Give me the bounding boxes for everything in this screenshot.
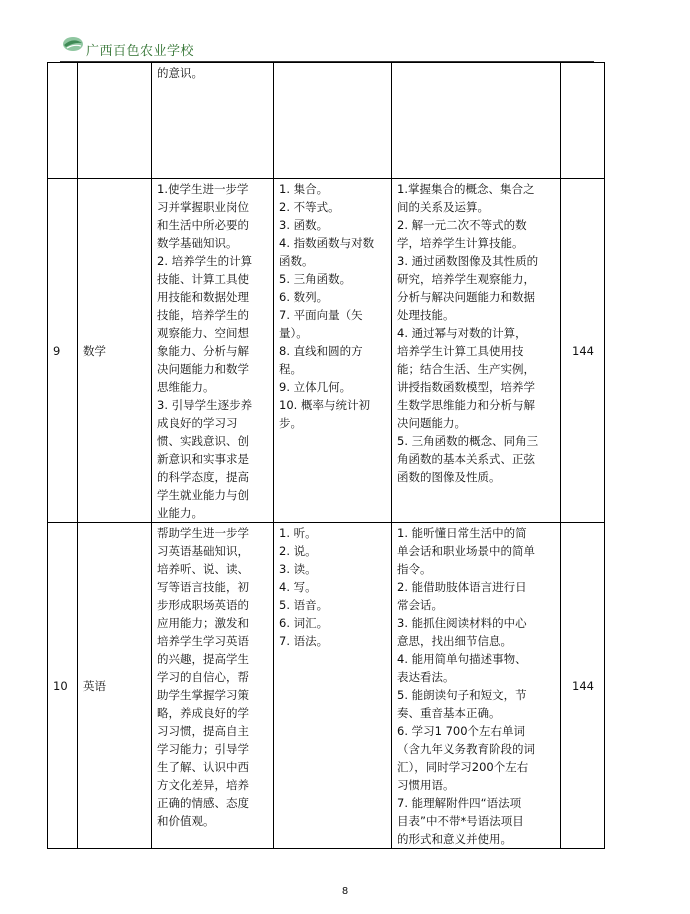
table-row [48,179,605,523]
cell-text-line: （含九年义务教育阶段的词 [397,742,535,756]
course-hours-cell [561,63,605,179]
cell-text-line: 奏、重音基本正确。 [397,706,501,720]
cell-text-line: 研究，培养学生观察能力， [397,272,535,286]
cell-text-line: 角函数的基本关系式、正弦 [397,452,535,466]
cell-text-line: 学生就业能力与创 [157,488,249,502]
cell-text-line: 技能、计算工具使 [157,272,249,286]
course-goals-cell [152,179,274,523]
school-logo-icon [62,34,84,52]
course-table [47,62,605,849]
table-row [48,523,605,849]
cell-text-line: 3. 引导学生逐步养 [157,398,253,412]
cell-text-line: 1. 能听懂日常生活中的简 [397,526,527,540]
cell-text-line: 能；结合生活、生产实例， [397,362,535,376]
cell-text-line: 生了解、认识中西 [157,760,249,774]
cell-text-line: 6. 数列。 [279,290,329,304]
cell-text-line: 新意识和实事求是 [157,452,249,466]
cell-text-line: 习并掌握职业岗位 [157,200,249,214]
cell-text-line: 5. 三角函数。 [279,272,352,286]
cell-text-line: 略，养成良好的学 [157,706,249,720]
cell-text-line: 帮助学生进一步学 [157,526,249,540]
cell-text-line: 6. 词汇。 [279,616,329,630]
cell-text-line: 决问题能力。 [397,416,466,430]
cell-text-line: 3. 读。 [279,562,317,576]
cell-text-line: 决问题能力和数学 [157,362,249,376]
cell-text-line: 2. 解一元二次不等式的数 [397,218,527,232]
cell-text-line: 函数的图像及性质。 [397,470,501,484]
cell-text-line: 和价值观。 [157,814,215,828]
cell-text-line: 习习惯，提高自主 [157,724,249,738]
cell-text-line: 常会话。 [397,598,443,612]
cell-text-line: 培养学生计算工具使用技 [397,344,524,358]
cell-text-line: 和生活中所必要的 [157,218,249,232]
course-content-cell [274,179,392,523]
cell-text-line: 应用能力；激发和 [157,616,249,630]
course-number-cell: 10 [48,523,78,849]
cell-text-line: 1. 集合。 [279,182,329,196]
cell-text-line: 讲授指数函数模型，培养学 [397,380,535,394]
course-number-cell: 9 [48,179,78,523]
cell-text-line: 习惯用语。 [397,778,455,792]
school-name: 广西百色农业学校 [86,44,195,59]
cell-text-line: 的意识。 [157,66,203,80]
course-name-cell: 英语 [78,523,152,849]
cell-text-line: 培养听、说、读、 [157,562,249,576]
course-requirements-cell [392,63,561,179]
cell-text-line: 4. 指数函数与对数 [279,236,375,250]
cell-text-line: 6. 学习1 700个左右单词 [397,724,526,738]
course-hours-cell: 144 [561,523,605,849]
cell-text-line: 4. 通过幂与对数的计算， [397,326,527,340]
cell-text-line: 5. 语音。 [279,598,329,612]
cell-text-line: 学，培养学生计算技能。 [397,236,524,250]
cell-text-line: 10. 概率与统计初 [279,398,370,412]
cell-text-line: 8. 直线和圆的方 [279,344,363,358]
cell-text-line: 间的关系及运算。 [397,200,489,214]
cell-text-line: 数学基础知识。 [157,236,238,250]
cell-text-line: 惯、实践意识、创 [157,434,249,448]
cell-text-line: 的兴趣，提高学生 [157,652,249,666]
cell-text-line: 9. 立体几何。 [279,380,352,394]
cell-text-line: 2. 不等式。 [279,200,340,214]
page-header [60,30,594,60]
cell-text-line: 3. 能抓住阅读材料的中心 [397,616,527,630]
cell-text-line: 目表”中不带*号语法项目 [397,814,524,828]
cell-text-line: 意思，找出细节信息。 [397,634,512,648]
cell-text-line: 技能，培养学生的 [157,308,249,322]
course-content-cell [274,523,392,849]
cell-text-line: 业能力。 [157,506,203,520]
course-name-cell: 数学 [78,179,152,523]
cell-text-line: 函数。 [279,254,314,268]
cell-text-line: 1.使学生进一步学 [157,182,249,196]
cell-text-line: 表达看法。 [397,670,455,684]
cell-text-line: 4. 写。 [279,580,317,594]
table-row [48,63,605,179]
cell-text-line: 7. 能理解附件四“语法项 [397,796,522,810]
cell-text-line: 写等语言技能，初 [157,580,249,594]
cell-text-line: 5. 三角函数的概念、同角三 [397,434,539,448]
cell-text-line: 7. 语法。 [279,634,329,648]
cell-text-line: 正确的情感、态度 [157,796,249,810]
cell-text-line: 指令。 [397,562,432,576]
cell-text-line: 成良好的学习习 [157,416,238,430]
cell-text-line: 步。 [279,416,302,430]
cell-text-line: 习英语基础知识， [157,544,249,558]
cell-text-line: 汇），同时学习200个左右 [397,760,529,774]
cell-text-line: 4. 能用简单句描述事物、 [397,652,527,666]
course-name-cell [78,63,152,179]
cell-text-line: 2. 培养学生的计算 [157,254,253,268]
cell-text-line: 3. 通过函数图像及其性质的 [397,254,539,268]
cell-text-line: 3. 函数。 [279,218,329,232]
course-requirements-cell [392,523,561,849]
cell-text-line: 培养学生学习英语 [157,634,249,648]
page-number: 8 [341,886,349,897]
cell-text-line: 5. 能朗读句子和短文，节 [397,688,527,702]
course-requirements-cell [392,179,561,523]
cell-text-line: 1.掌握集合的概念、集合之 [397,182,535,196]
cell-text-line: 处理技能。 [397,308,455,322]
cell-text-line: 的形式和意义并使用。 [397,832,512,846]
cell-text-line: 学习能力；引导学 [157,742,249,756]
course-content-cell [274,63,392,179]
cell-text-line: 步形成职场英语的 [157,598,249,612]
cell-text-line: 方文化差异，培养 [157,778,249,792]
course-hours-cell: 144 [561,179,605,523]
cell-text-line: 程。 [279,362,302,376]
cell-text-line: 助学生掌握学习策 [157,688,249,702]
cell-text-line: 生数学思维能力和分析与解 [397,398,535,412]
cell-text-line: 1. 听。 [279,526,317,540]
cell-text-line: 2. 说。 [279,544,317,558]
cell-text-line: 思维能力。 [157,380,215,394]
course-goals-cell [152,63,274,179]
cell-text-line: 2. 能借助肢体语言进行日 [397,580,527,594]
course-number-cell [48,63,78,179]
cell-text-line: 量）。 [279,326,308,340]
cell-text-line: 观察能力、空间想 [157,326,249,340]
cell-text-line: 分析与解决问题能力和数据 [397,290,535,304]
cell-text-line: 象能力、分析与解 [157,344,249,358]
cell-text-line: 的科学态度，提高 [157,470,249,484]
cell-text-line: 学习的自信心，帮 [157,670,249,684]
course-goals-cell [152,523,274,849]
cell-text-line: 用技能和数据处理 [157,290,249,304]
cell-text-line: 单会话和职业场景中的简单 [397,544,535,558]
cell-text-line: 7. 平面向量（矢 [279,308,363,322]
